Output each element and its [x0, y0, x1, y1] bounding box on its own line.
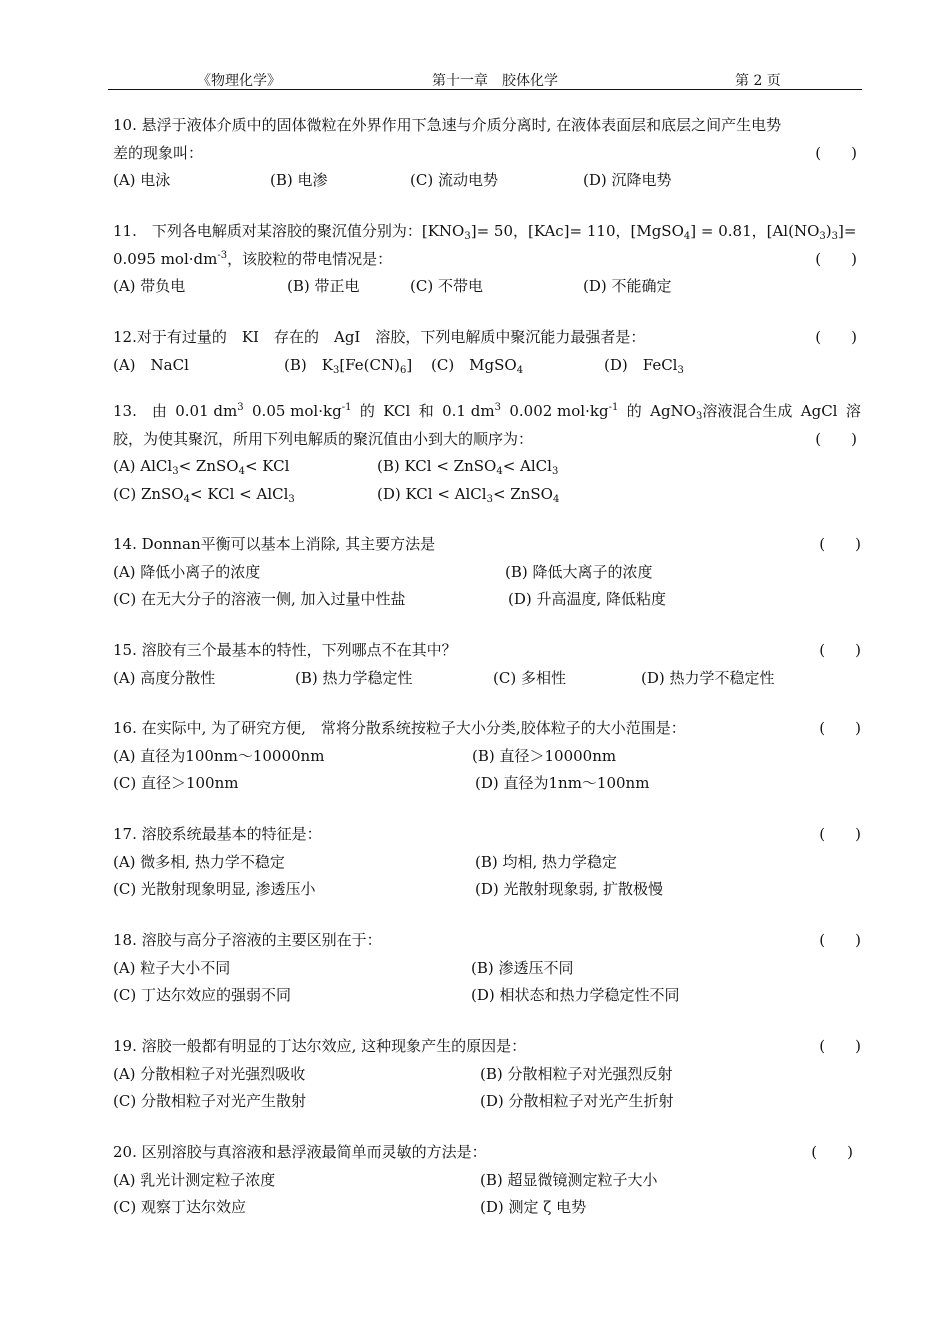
option-d: (D) 测定 ζ 电势 [480, 1198, 587, 1216]
answer-blank[interactable]: ( ) [811, 1143, 853, 1161]
option-d: (D) 光散射现象弱, 扩散极慢 [475, 880, 664, 898]
option-c: (C) 多相性 [493, 668, 566, 687]
option-a: (A) 直径为100nm～10000nm [113, 746, 325, 765]
option-d: (D) 沉降电势 [583, 171, 672, 189]
option-c: (C) 分散相粒子对光产生散射 [113, 1092, 306, 1110]
question-16 [113, 715, 861, 798]
option-d: (D) 分散相粒子对光产生折射 [480, 1092, 674, 1110]
option-d: (D) 热力学不稳定性 [641, 668, 775, 687]
question-14 [113, 531, 861, 614]
option-b: (B) 电渗 [270, 171, 328, 189]
option-b: (B) 带正电 [287, 277, 360, 295]
option-c: (C) 不带电 [410, 277, 483, 295]
question-17 [113, 821, 861, 904]
option-a: (A) 分散相粒子对光强烈吸收 [113, 1064, 306, 1083]
option-b: (B) 超显微镜测定粒子大小 [480, 1170, 658, 1189]
option-a: (A) NaCl [113, 355, 189, 374]
page-header [0, 70, 950, 88]
answer-blank[interactable]: ( ) [815, 429, 857, 448]
option-a: (A) 乳光计测定粒子浓度 [113, 1170, 276, 1189]
question-text: 20. 区别溶胶与真溶液和悬浮液最简单而灵敏的方法是： [113, 1143, 487, 1161]
question-19 [113, 1033, 861, 1116]
answer-blank[interactable]: ( ) [819, 535, 861, 553]
option-b: (B) 降低大离子的浓度 [505, 562, 653, 581]
question-text: 18. 溶胶与高分子溶液的主要区别在于： [113, 931, 382, 949]
option-d: (D) 升高温度, 降低粘度 [508, 590, 667, 608]
question-text: 16. 在实际中, 为了研究方便, 常将分散系统按粒子大小分类,胶体粒子的大小范围是： [113, 719, 686, 737]
question-11: 11. 下列各电解质对某溶胶的聚沉值分别为：$[KNO_3]= 50$，[KAc]= 110，[MgSO$_4$] = 0.81，$[Al(NO_3)_3]=$ 0.095 $mol\cdot dm^{-3}$，该胶粒的带电情况是： ( ) (A) 带负电 (B) 带正电 (C) 不带电 (D) 不能确定 [113, 218, 861, 301]
answer-blank[interactable]: ( ) [819, 1037, 861, 1055]
question-20 [113, 1139, 861, 1222]
question-text: 17. 溶胶系统最基本的特征是： [113, 825, 322, 843]
answer-blank[interactable]: ( ) [819, 719, 861, 737]
option-a: (A) AlCl$_3$< ZnSO$_4$< KCl [113, 457, 290, 477]
option-a: (A) 高度分散性 [113, 668, 216, 687]
option-c: (C) 流动电势 [410, 171, 498, 189]
answer-blank[interactable]: ( ) [819, 641, 861, 659]
option-c: (C) 光散射现象明显, 渗透压小 [113, 880, 316, 898]
option-b: (B) $K_3[Fe(CN)_6]$ [284, 355, 413, 376]
option-a: (A) 微多相, 热力学不稳定 [113, 852, 285, 871]
page-number: 第 2 页 [735, 73, 781, 89]
question-10 [113, 112, 861, 195]
answer-blank[interactable]: ( ) [815, 143, 857, 162]
question-text: 15. 溶胶有三个最基本的特性，下列哪点不在其中？ [113, 641, 457, 659]
question-13 [113, 398, 861, 508]
question-text: 差的现象叫： [113, 143, 204, 162]
option-b: (B) KCl < ZnSO$_4$< AlCl$_3$ [377, 457, 559, 477]
question-text: 13. 由 0.01 $dm^3$ 0.05 $mol\cdot kg^{-1}$ 的 KCl 和 0.1 $dm^3$ 0.002 $mol\cdot kg^{-1}$ 的 AgNO$_3$溶液混合生成 AgCl 溶 [113, 402, 861, 422]
header-rule [108, 89, 862, 90]
option-d: (D) 不能确定 [583, 277, 672, 295]
option-b: (B) 均相, 热力学稳定 [475, 852, 618, 871]
option-a: (A) 电泳 [113, 171, 171, 189]
option-d: (D) KCl < AlCl$_3$< ZnSO$_4$ [377, 484, 560, 505]
question-text: 12.对于有过量的 KI 存在的 AgI 溶胶，下列电解质中聚沉能力最强者是： [113, 328, 646, 346]
question-text: 10. 悬浮于液体介质中的固体微粒在外界作用下急速与介质分离时, 在液体表面层和底层之间产生电势 [113, 116, 782, 134]
option-c: (C) 在无大分子的溶液一侧, 加入过量中性盐 [113, 590, 406, 608]
answer-blank[interactable]: ( ) [819, 825, 861, 843]
option-c: (C) 直径＞100nm [113, 774, 239, 792]
option-d: (D) FeCl$_3$ [604, 355, 684, 376]
question-text: 14. Donnan平衡可以基本上消除, 其主要方法是 [113, 535, 436, 553]
book-title: 《物理化学》 [197, 73, 281, 89]
answer-blank[interactable]: ( ) [815, 328, 857, 346]
question-text: 11. 下列各电解质对某溶胶的聚沉值分别为：$[KNO_3]= 50$，[KAc]= 110，[MgSO$_4$] = 0.81，$[Al(NO_3)_3]=$ [113, 222, 857, 242]
answer-blank[interactable]: ( ) [819, 931, 861, 949]
option-c: (C) ZnSO$_4$< KCl < AlCl$_3$ [113, 484, 295, 505]
question-text: 19. 溶胶一般都有明显的丁达尔效应, 这种现象产生的原因是： [113, 1037, 527, 1055]
question-12 [113, 324, 861, 379]
option-a: (A) 降低小离子的浓度 [113, 562, 261, 581]
option-c: (C) MgSO$_4$ [431, 355, 524, 376]
answer-blank[interactable]: ( ) [815, 249, 857, 268]
option-c: (C) 观察丁达尔效应 [113, 1198, 246, 1216]
option-b: (B) 分散相粒子对光强烈反射 [480, 1064, 673, 1083]
question-15 [113, 637, 861, 692]
option-c: (C) 丁达尔效应的强弱不同 [113, 986, 291, 1004]
chapter-title: 第十一章 胶体化学 [432, 73, 558, 89]
question-text: 胶，为使其聚沉，所用下列电解质的聚沉值由小到大的顺序为： [113, 429, 534, 448]
option-b: (B) 直径＞10000nm [472, 746, 617, 765]
option-a: (A) 粒子大小不同 [113, 958, 231, 977]
option-d: (D) 相状态和热力学稳定性不同 [471, 986, 680, 1004]
option-a: (A) 带负电 [113, 277, 186, 295]
question-18 [113, 927, 861, 1010]
option-b: (B) 热力学稳定性 [295, 668, 413, 687]
option-b: (B) 渗透压不同 [471, 958, 574, 977]
option-d: (D) 直径为1nm～100nm [475, 774, 650, 792]
